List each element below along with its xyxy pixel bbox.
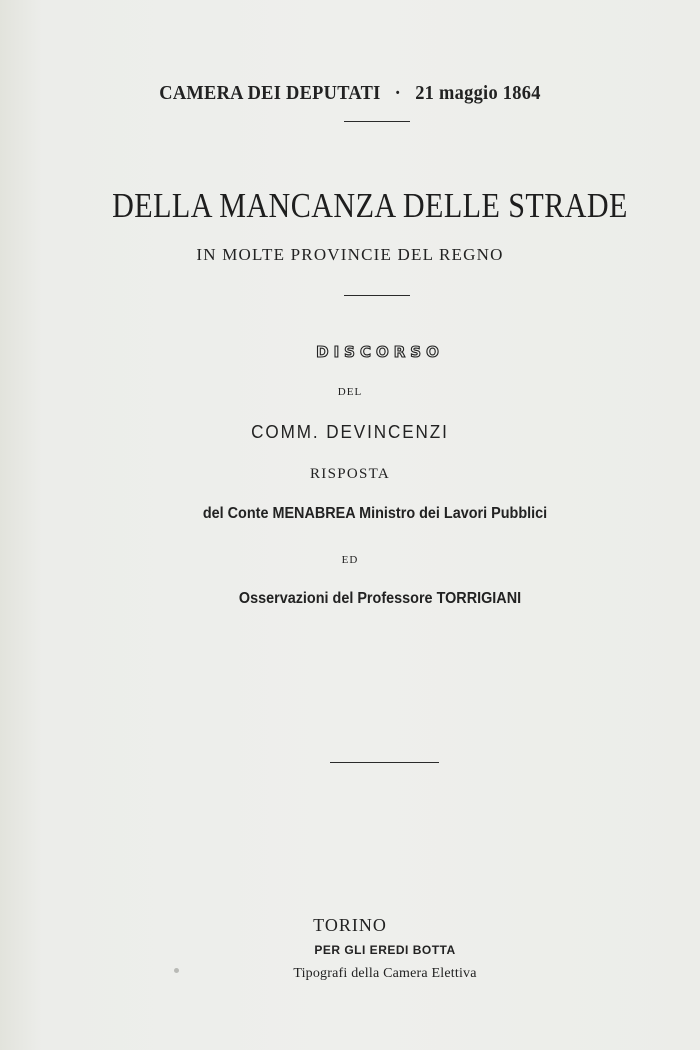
header-date: 21 maggio 1864 — [415, 82, 541, 104]
observations-line: Osservazioni del Professore TORRIGIANI — [238, 590, 522, 607]
chamber-name: CAMERA DEI DEPUTATI — [159, 82, 381, 104]
divider-rule — [344, 121, 410, 122]
document-title: DELLA MANCANZA DELLE STRADE — [112, 186, 628, 225]
reply-label: RISPOSTA — [309, 466, 391, 482]
document-subtitle: IN MOLTE PROVINCIE DEL REGNO — [196, 245, 504, 264]
speaker-name: COMM. DEVINCENZI — [251, 422, 449, 442]
divider-rule — [330, 762, 439, 763]
reply-line: del Conte MENABREA Ministro dei Lavori Pubblici — [202, 505, 548, 522]
imprint-printer: Tipografi della Camera Elettiva — [293, 966, 477, 981]
divider-rule — [344, 295, 410, 296]
speech-label: DISCORSO — [316, 343, 444, 361]
del-label: DEL — [337, 386, 363, 398]
header-line — [28, 82, 672, 105]
header-separator: · — [394, 82, 402, 104]
imprint-publisher: PER GLI EREDI BOTTA — [314, 943, 456, 957]
imprint-city: TORINO — [313, 915, 387, 935]
ed-label: ED — [341, 554, 359, 566]
paper-speck — [174, 968, 179, 973]
